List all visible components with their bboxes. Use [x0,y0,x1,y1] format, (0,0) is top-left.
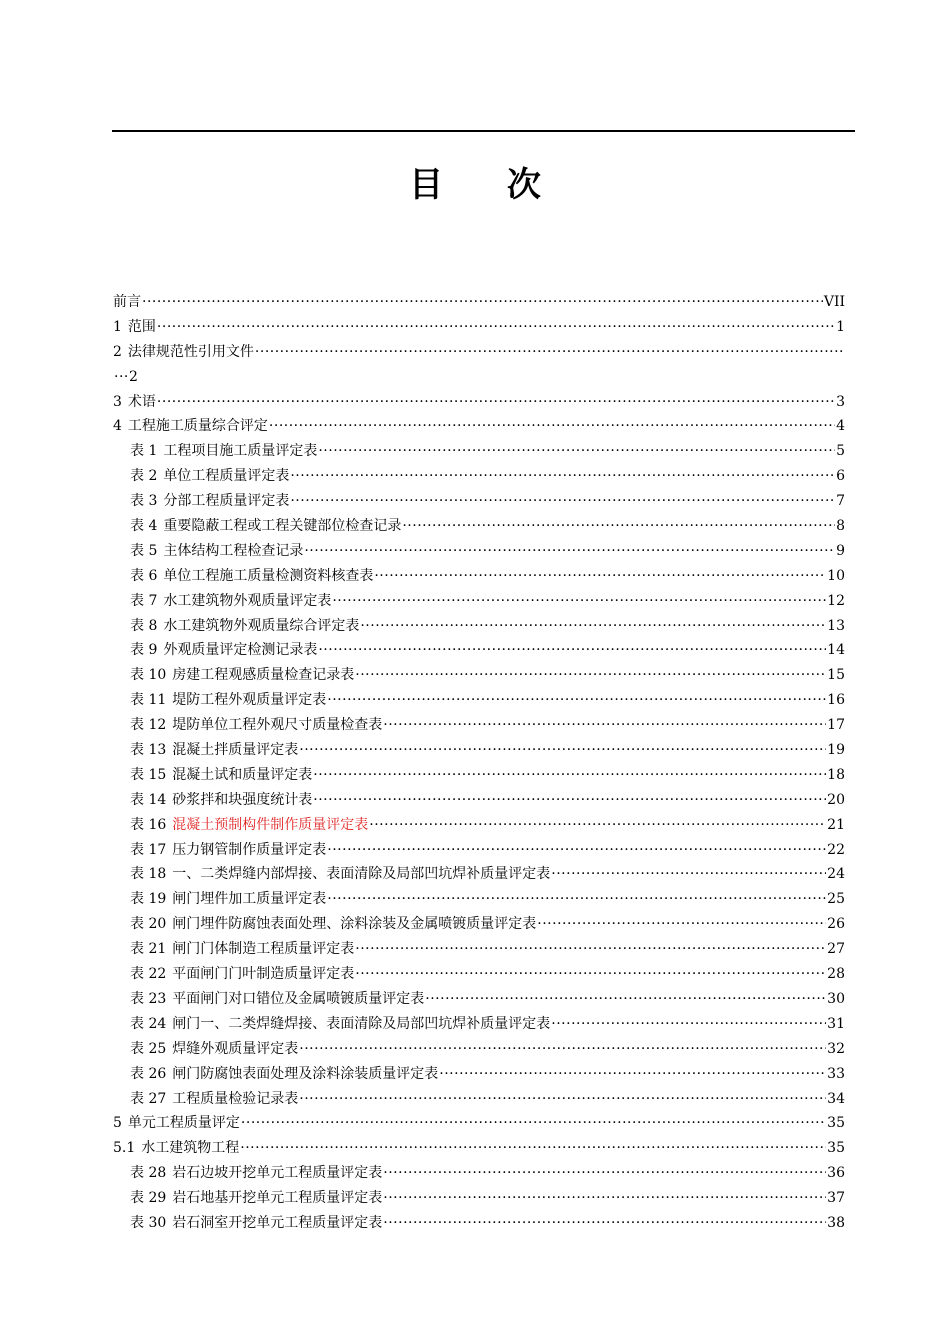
toc-leader-dots [304,539,835,564]
toc-entry-number: 表 1 [130,443,158,460]
toc-entry-label: 闸门一、二类焊缝焊接、表面清除及局部凹坑焊补质量评定表 [172,1015,551,1032]
toc-entry[interactable] [113,1062,845,1087]
toc-entry-number: 表 28 [130,1165,167,1182]
toc-entry-label: 混凝土拌质量评定表 [172,742,299,759]
toc-leader-dots [369,813,826,838]
toc-entry[interactable] [113,912,845,937]
toc-leader-dots [299,1037,826,1062]
toc-leader-dots [383,1161,826,1186]
toc-entry-page: 1 [836,318,845,335]
toc-leader-dots [142,290,823,315]
toc-entry-page: 38 [827,1214,845,1231]
toc-leader-dots [374,564,826,589]
toc-entry[interactable] [113,987,845,1012]
toc-entry-page: 24 [827,866,845,883]
toc-entry-number: 表 16 [130,816,167,833]
toc-entry[interactable] [113,813,845,838]
toc-entry[interactable] [113,763,845,788]
toc-leader-dots [299,1087,826,1112]
toc-entry-label: 混凝土试和质量评定表 [172,766,313,783]
toc-entry[interactable] [113,564,845,589]
toc-entry-label: 单元工程质量评定 [127,1115,240,1132]
toc-entry-number: 表 3 [130,493,158,510]
toc-entry-label: 混凝土预制构件制作质量评定表 [172,816,369,833]
toc-entry-page: 13 [827,617,845,634]
toc-entry-page: 7 [836,493,845,510]
toc-leader-dots [439,1062,826,1087]
toc-entry[interactable] [113,663,845,688]
toc-entry-page: 37 [827,1190,845,1207]
toc-entry-number: 表 5 [130,542,158,559]
toc-entry[interactable] [113,439,845,464]
toc-entry-page: 2 [129,368,138,385]
toc-entry-number: 1 [113,318,122,335]
toc-entry-page: 25 [827,891,845,908]
toc-leader-dots [332,589,826,614]
toc-entry[interactable] [113,862,845,887]
toc-entry[interactable] [113,937,845,962]
toc-entry-number: 表 12 [130,717,167,734]
toc-entry[interactable] [113,838,845,863]
toc-leader-dots [241,1111,826,1136]
toc-entry[interactable] [113,340,845,365]
toc-entry-page: 4 [836,418,845,435]
toc-leader-dots [114,365,128,390]
toc-entry[interactable] [113,290,845,315]
toc-entry-label: 一、二类焊缝内部焊接、表面清除及局部凹坑焊补质量评定表 [172,866,551,883]
toc-entry-number: 表 11 [130,692,167,709]
toc-entry-page: 9 [836,542,845,559]
toc-entry-number: 表 7 [130,592,158,609]
toc-entry[interactable] [113,1211,845,1236]
toc-entry-number: 表 15 [130,766,167,783]
toc-entry-label: 外观质量评定检测记录表 [163,642,318,659]
toc-leader-dots [313,763,826,788]
toc-entry[interactable] [113,962,845,987]
toc-leader-dots [269,414,835,439]
toc-entry-page: 5 [836,443,845,460]
toc-entry[interactable] [113,365,845,390]
toc-entry[interactable] [113,688,845,713]
page-title: 目 次 [409,165,567,205]
toc-entry-number: 表 14 [130,791,167,808]
toc-entry-number: 表 17 [130,841,167,858]
toc-entry-number: 表 24 [130,1015,167,1032]
toc-entry-label: 单位工程质量评定表 [163,468,290,485]
toc-leader-dots [551,1012,826,1037]
toc-leader-dots [313,788,826,813]
toc-entry[interactable] [113,514,845,539]
toc-entry-page: 15 [827,667,845,684]
toc-entry-page: 28 [827,966,845,983]
toc-entry[interactable] [113,614,845,639]
toc-entry-label: 单位工程施工质量检测资料核查表 [163,567,374,584]
toc-leader-dots [255,340,844,365]
toc-entry-page: 6 [836,468,845,485]
toc-entry[interactable] [113,489,845,514]
toc-entry-label: 重要隐蔽工程或工程关键部位检查记录 [163,518,402,535]
toc-entry-label: 平面闸门门叶制造质量评定表 [172,966,355,983]
toc-leader-dots [383,1211,826,1236]
toc-entry-number: 2 [113,343,122,360]
toc-leader-dots [383,1186,826,1211]
toc-leader-dots [355,937,826,962]
toc-entry-number: 表 27 [130,1090,167,1107]
toc-entry-number: 表 10 [130,667,167,684]
toc-entry-number: 表 18 [130,866,167,883]
toc-entry-label: 范围 [127,318,156,335]
toc-entry-page: 3 [836,393,845,410]
toc-entry[interactable] [113,1186,845,1211]
toc-entry[interactable] [113,414,845,439]
toc-entry-label: 堤防单位工程外观尺寸质量检查表 [172,717,383,734]
toc-entry-page: VII [823,294,845,310]
toc-entry-page: 33 [827,1065,845,1082]
toc-entry-label: 工程项目施工质量评定表 [163,443,318,460]
toc-entry-page: 36 [827,1165,845,1182]
toc-entry-number: 表 9 [130,642,158,659]
toc-entry-label: 岩石地基开挖单元工程质量评定表 [172,1190,383,1207]
toc-leader-dots [355,663,826,688]
toc-entry-label: 法律规范性引用文件 [127,343,254,360]
header-rule [112,130,855,132]
toc-entry-number: 表 29 [130,1190,167,1207]
toc-entry-page: 18 [827,766,845,783]
toc-entry-page: 32 [827,1040,845,1057]
table-of-contents [113,290,845,1236]
toc-entry[interactable] [113,390,845,415]
toc-leader-dots [327,887,826,912]
toc-entry-number: 表 30 [130,1214,167,1231]
toc-entry-label: 砂浆拌和块强度统计表 [172,791,313,808]
toc-entry-page: 26 [827,916,845,933]
toc-entry-label: 水工建筑物工程 [141,1140,240,1157]
toc-entry-page: 16 [827,692,845,709]
toc-entry[interactable] [113,638,845,663]
toc-entry-page: 30 [827,990,845,1007]
toc-leader-dots [551,862,826,887]
toc-entry-page: 12 [827,592,845,609]
toc-entry-page: 35 [827,1115,845,1132]
toc-leader-dots [299,738,826,763]
toc-leader-dots [425,987,826,1012]
toc-entry-number: 表 22 [130,966,167,983]
toc-entry-label: 房建工程观感质量检查记录表 [172,667,355,684]
toc-entry-label: 焊缝外观质量评定表 [172,1040,299,1057]
toc-entry-label: 岩石边坡开挖单元工程质量评定表 [172,1165,383,1182]
toc-entry-label: 工程质量检验记录表 [172,1090,299,1107]
toc-leader-dots [327,838,826,863]
toc-leader-dots [318,638,826,663]
toc-entry-label: 术语 [127,393,156,410]
toc-entry-label: 压力钢管制作质量评定表 [172,841,327,858]
toc-entry-number: 表 4 [130,518,158,535]
toc-entry-label: 岩石洞室开挖单元工程质量评定表 [172,1214,383,1231]
toc-entry-label: 闸门门体制造工程质量评定表 [172,941,355,958]
toc-leader-dots [157,390,835,415]
toc-entry-number: 5.1 [113,1140,136,1157]
toc-entry-page: 17 [827,717,845,734]
toc-entry[interactable] [113,315,845,340]
toc-entry[interactable] [113,464,845,489]
toc-entry-label: 工程施工质量综合评定 [127,418,268,435]
toc-entry-page: 27 [827,941,845,958]
toc-entry[interactable] [113,1136,845,1161]
toc-leader-dots [402,514,835,539]
toc-entry-page: 34 [827,1090,845,1107]
toc-entry-number: 表 6 [130,567,158,584]
toc-entry-number: 表 20 [130,916,167,933]
toc-entry-page: 21 [827,816,845,833]
toc-entry[interactable] [113,788,845,813]
toc-leader-dots [290,489,835,514]
toc-entry-label: 主体结构工程检查记录 [163,542,304,559]
toc-entry-number: 表 2 [130,468,158,485]
toc-entry[interactable] [113,1161,845,1186]
toc-entry-number: 表 13 [130,742,167,759]
toc-leader-dots [318,439,835,464]
toc-leader-dots [537,912,826,937]
toc-leader-dots [240,1136,826,1161]
toc-entry-label: 水工建筑物外观质量综合评定表 [163,617,360,634]
toc-entry-number: 3 [113,393,122,410]
toc-entry[interactable] [113,713,845,738]
toc-entry-label: 分部工程质量评定表 [163,493,290,510]
toc-entry-label: 闸门防腐蚀表面处理及涂料涂装质量评定表 [172,1065,439,1082]
toc-entry[interactable] [113,539,845,564]
toc-entry-number: 表 8 [130,617,158,634]
toc-entry[interactable] [113,887,845,912]
toc-leader-dots [327,688,826,713]
toc-entry-page: 22 [827,841,845,858]
toc-leader-dots [157,315,835,340]
toc-entry-number: 表 21 [130,941,167,958]
toc-entry[interactable] [113,1037,845,1062]
toc-leader-dots [355,962,826,987]
toc-entry-number: 4 [113,418,122,435]
toc-leader-dots [360,614,826,639]
toc-entry-number: 5 [113,1115,122,1132]
toc-entry[interactable] [113,738,845,763]
toc-entry-page: 10 [827,567,845,584]
toc-entry-page: 20 [827,791,845,808]
toc-entry-number: 表 19 [130,891,167,908]
toc-entry-number: 表 25 [130,1040,167,1057]
toc-entry-number: 表 23 [130,990,167,1007]
toc-entry-label: 水工建筑物外观质量评定表 [163,592,332,609]
toc-entry[interactable] [113,1012,845,1037]
toc-leader-dots [383,713,826,738]
toc-entry-label: 闸门埋件防腐蚀表面处理、涂料涂装及金属喷镀质量评定表 [172,916,537,933]
toc-entry-page: 31 [827,1015,845,1032]
toc-entry[interactable] [113,1111,845,1136]
toc-leader-dots [290,464,835,489]
toc-entry-page: 35 [827,1140,845,1157]
toc-entry-page: 14 [827,642,845,659]
toc-entry-number: 表 26 [130,1065,167,1082]
toc-entry-page: 8 [836,518,845,535]
toc-entry-label: 闸门埋件加工质量评定表 [172,891,327,908]
toc-entry[interactable] [113,1087,845,1112]
toc-entry-page: 19 [827,742,845,759]
toc-entry-label: 堤防工程外观质量评定表 [172,692,327,709]
toc-entry-label: 平面闸门对口错位及金属喷镀质量评定表 [172,990,425,1007]
toc-entry-label: 前言 [113,294,141,310]
toc-entry[interactable] [113,589,845,614]
